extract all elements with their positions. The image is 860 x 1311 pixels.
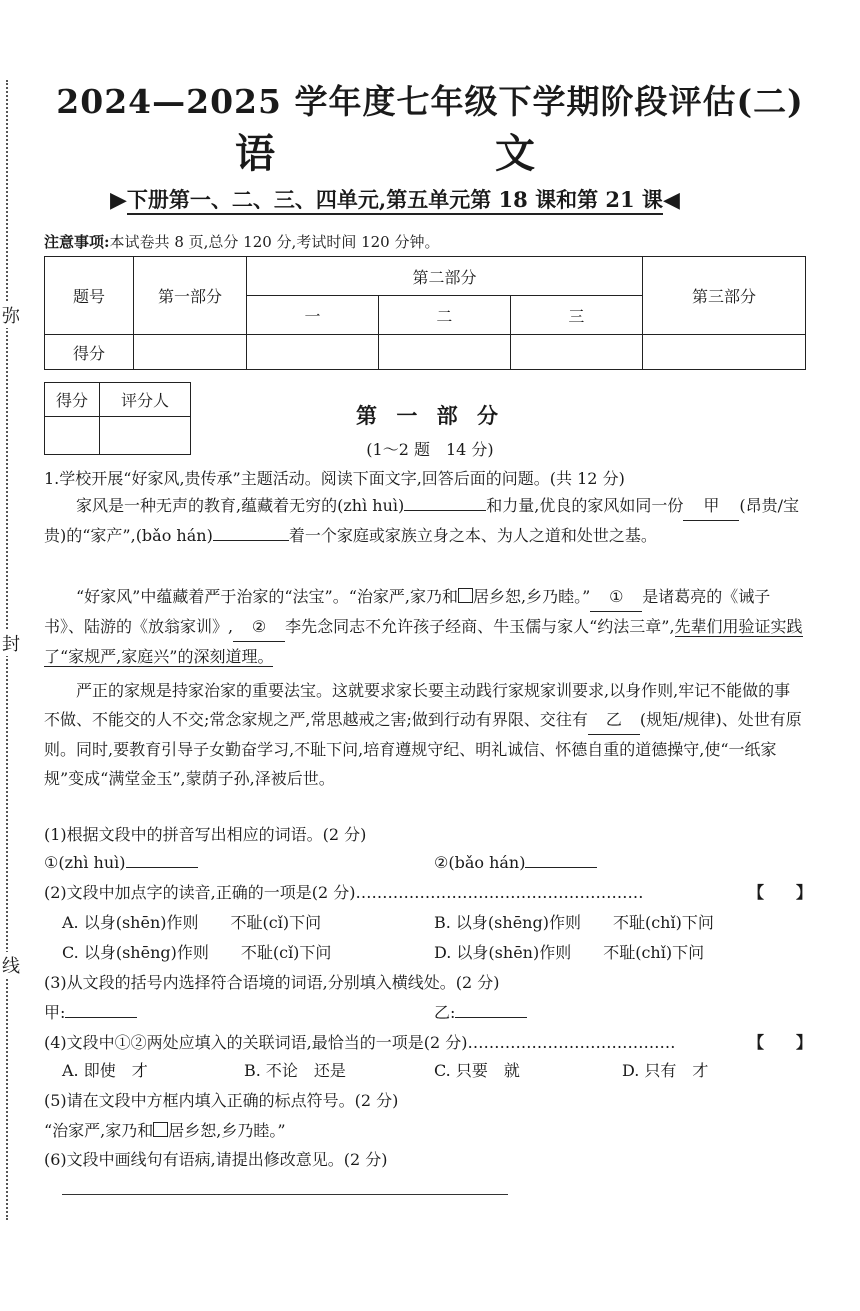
table-header-part2-sub2: 二 bbox=[378, 296, 510, 335]
exam-scope bbox=[110, 184, 680, 214]
passage-text: 着一个家庭或家族立身之本、为人之道和处世之基。 bbox=[288, 526, 657, 545]
blank-yi[interactable]: 乙 bbox=[588, 705, 640, 735]
answer-label: ①(zhì huì) bbox=[44, 853, 126, 872]
table-header-part2: 第二部分 bbox=[247, 257, 643, 296]
blank-baohan[interactable] bbox=[213, 540, 289, 541]
option-a[interactable]: A. 以身(shēn)作则 不耻(cǐ)下问 bbox=[62, 913, 322, 932]
table-score-cell[interactable] bbox=[378, 335, 510, 370]
answer-bracket[interactable]: 【 】 bbox=[748, 1033, 813, 1052]
passage-text: 家风是一种无声的教育,蕴藏着无穷的(zhì huì) bbox=[76, 496, 405, 515]
scope-text: 下册第一、二、三、四单元,第五单元第 18 课和第 21 课 bbox=[127, 187, 663, 215]
subject-title: 语 文 bbox=[235, 130, 625, 177]
q1-sub1-answer-a bbox=[44, 853, 198, 872]
q1-sub5: (5)请在文段中方框内填入正确的标点符号。(2 分) bbox=[44, 1091, 399, 1110]
passage-paragraph-3 bbox=[44, 676, 804, 793]
notice-text: 本试卷共 8 页,总分 120 分,考试时间 120 分钟。 bbox=[109, 233, 440, 251]
margin-char-mi: 弥 bbox=[2, 302, 20, 328]
question-text: (2)文段中加点字的读音,正确的一项是(2 分) bbox=[44, 883, 356, 902]
answer-label: 乙: bbox=[434, 1003, 456, 1022]
option-b[interactable]: B. 以身(shēng)作则 不耻(chǐ)下问 bbox=[434, 913, 714, 932]
answer-bracket[interactable]: 【 】 bbox=[748, 883, 813, 902]
option-a[interactable]: A. 即使 才 bbox=[62, 1061, 148, 1080]
passage-text: 李先念同志不允许孩子经商、牛玉儒与家人“约法三章”, bbox=[285, 617, 675, 636]
option-d[interactable]: D. 只有 才 bbox=[622, 1061, 709, 1080]
punctuation-box[interactable] bbox=[458, 588, 473, 603]
option-c[interactable]: C. 只要 就 bbox=[434, 1061, 520, 1080]
q1-sub3-answer-jia bbox=[44, 1000, 137, 1023]
table-header-part2-sub3: 三 bbox=[510, 296, 642, 335]
dot-leader: ………………………………… bbox=[467, 1033, 676, 1052]
table-header-part2-sub1: 一 bbox=[247, 296, 379, 335]
margin-char-xian: 线 bbox=[2, 952, 20, 978]
table-score-cell[interactable] bbox=[510, 335, 642, 370]
q1-stem: 1.学校开展“好家风,贵传承”主题活动。阅读下面文字,回答后面的问题。(共 12 分) bbox=[44, 469, 625, 488]
table-score-cell[interactable] bbox=[134, 335, 247, 370]
grader-box-score-label: 得分 bbox=[45, 383, 100, 417]
quote-text: 居乡恕,乡乃睦。” bbox=[168, 1121, 286, 1140]
dot-leader: ……………………………………………… bbox=[355, 883, 644, 902]
score-table bbox=[44, 256, 806, 370]
part1-title: 第 一 部 分 bbox=[356, 403, 504, 428]
option-b[interactable]: B. 不论 还是 bbox=[244, 1061, 346, 1080]
passage-text: (规矩/规律)、处世有原则。同时,要教育引导子女勤奋学习,不耻下问,培育遵规守纪、明礼诚信、怀德自重的道德操守,使“一纸家规”变成“满堂金玉”,蒙荫子孙,泽被后世。 bbox=[44, 710, 802, 788]
q1-sub6: (6)文段中画线句有语病,请提出修改意见。(2 分) bbox=[44, 1150, 388, 1169]
q1-sub1-answer-b bbox=[434, 853, 597, 872]
q1-sub4 bbox=[44, 1030, 676, 1053]
table-header-part1: 第一部分 bbox=[134, 257, 247, 335]
passage-text: 居乡恕,乡乃睦。” bbox=[473, 587, 591, 606]
answer-blank[interactable] bbox=[525, 867, 597, 868]
answer-label: 甲: bbox=[44, 1003, 66, 1022]
grader-box-grader-label: 评分人 bbox=[100, 383, 191, 417]
q1-sub5-quote bbox=[44, 1118, 286, 1141]
answer-line[interactable] bbox=[62, 1194, 508, 1195]
blank-connector-2[interactable]: ② bbox=[233, 612, 285, 642]
punctuation-box[interactable] bbox=[153, 1122, 168, 1137]
table-header-part3: 第三部分 bbox=[643, 257, 806, 335]
exam-title: 2024—2025 学年度七年级下学期阶段评估(二) bbox=[56, 82, 804, 121]
table-score-label: 得分 bbox=[45, 335, 134, 370]
notice bbox=[44, 231, 440, 252]
passage-text: 是诸葛亮的《诫子书》、陆游的《放翁家训》, bbox=[44, 587, 771, 636]
option-c[interactable]: C. 以身(shēng)作则 不耻(cǐ)下问 bbox=[62, 943, 332, 962]
answer-blank[interactable] bbox=[126, 867, 198, 868]
option-d[interactable]: D. 以身(shēn)作则 不耻(chǐ)下问 bbox=[434, 943, 705, 962]
passage-text: 和力量,优良的家风如同一份 bbox=[486, 496, 684, 515]
table-header-number: 题号 bbox=[45, 257, 134, 335]
passage-paragraph-1 bbox=[44, 491, 804, 550]
part1-subtitle: (1～2 题 14 分) bbox=[366, 440, 494, 459]
blank-zhihui[interactable] bbox=[404, 510, 486, 511]
answer-label: ②(bǎo hán) bbox=[434, 853, 526, 872]
blank-connector-1[interactable]: ① bbox=[590, 582, 642, 612]
answer-blank[interactable] bbox=[65, 1017, 137, 1018]
blank-jia[interactable]: 甲 bbox=[683, 491, 739, 521]
triangle-right-icon: ▶ bbox=[110, 187, 127, 213]
question-text: (4)文段中①②两处应填入的关联词语,最恰当的一项是(2 分) bbox=[44, 1033, 468, 1052]
table-score-cell[interactable] bbox=[643, 335, 806, 370]
passage-text: “好家风”中蕴藏着严于治家的“法宝”。“治家严,家乃和 bbox=[76, 587, 458, 606]
q1-sub3-answer-yi bbox=[434, 1000, 527, 1023]
q1-sub3: (3)从文段的括号内选择符合语境的词语,分别填入横线处。(2 分) bbox=[44, 973, 500, 992]
passage-text: 严正的家规是持家治家的重要法宝。这就要求家长要主动践行家规家训要求,以身作则,牢记不能做的事不做、不能交的人不交;常念家规之严,常思越戒之害;做到行动有界限、交往有 bbox=[44, 681, 791, 729]
answer-blank[interactable] bbox=[455, 1017, 527, 1018]
notice-label: 注意事项: bbox=[44, 233, 110, 251]
table-score-cell[interactable] bbox=[247, 335, 379, 370]
passage-text: (昂贵/宝贵)的“家产”,(bǎo hán) bbox=[44, 496, 799, 545]
passage-paragraph-2 bbox=[44, 582, 804, 671]
quote-text: “治家严,家乃和 bbox=[44, 1121, 154, 1140]
margin-char-feng: 封 bbox=[2, 630, 20, 656]
underlined-sentence: 先辈们用验证实践了“家规严,家庭兴”的深刻道理。 bbox=[44, 617, 803, 666]
triangle-left-icon: ◀ bbox=[662, 187, 680, 213]
q1-sub1: (1)根据文段中的拼音写出相应的词语。(2 分) bbox=[44, 825, 367, 844]
q1-sub2 bbox=[44, 880, 644, 903]
